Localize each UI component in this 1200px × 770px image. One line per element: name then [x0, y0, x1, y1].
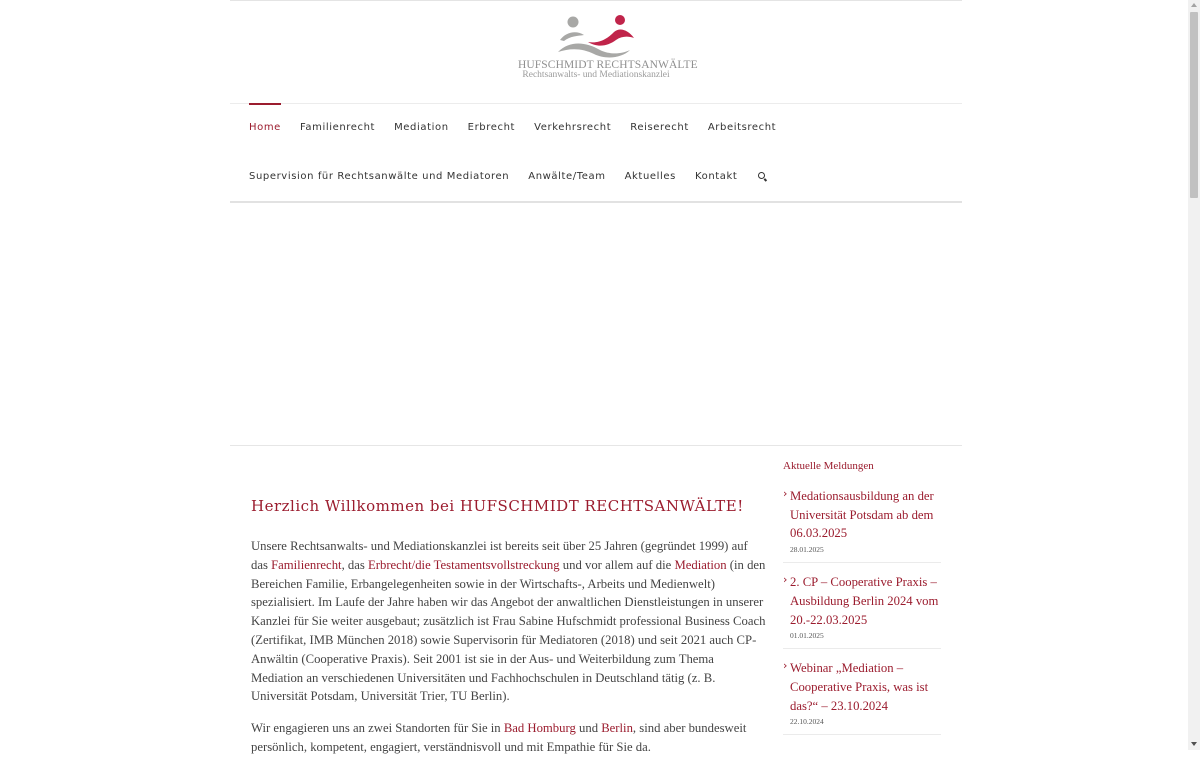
sidebar-heading: Aktuelle Meldungen: [783, 460, 874, 472]
nav-item-familienrecht[interactable]: Familienrecht: [299, 122, 376, 133]
nav-item-home[interactable]: Home: [249, 122, 281, 133]
nav-item-aktuelles[interactable]: Aktuelles: [624, 171, 676, 182]
news-date: 22.10.2024: [790, 717, 824, 727]
news-sidebar: [783, 460, 941, 745]
link-erbrecht[interactable]: Erbrecht/die Testamentsvollstreckung: [368, 557, 560, 572]
scroll-thumb[interactable]: [1190, 12, 1198, 198]
logo-subtitle: Rechtsanwalts- und Mediationskanzlei: [522, 70, 670, 80]
logo-title: HUFSCHMIDT RECHTSANWÄLTE: [518, 59, 698, 71]
main-nav-row-1: [249, 122, 795, 133]
link-mediation[interactable]: Mediation: [674, 557, 727, 572]
main-content: [251, 497, 766, 770]
nav-item-reiserecht[interactable]: Reiserecht: [630, 122, 689, 133]
nav-item-supervision[interactable]: Supervision für Rechtsanwälte und Mediatoren: [249, 171, 510, 182]
site-logo[interactable]: [518, 14, 698, 90]
intro-paragraph: [251, 537, 766, 706]
news-item: [783, 659, 941, 735]
nav-item-arbeitsrecht[interactable]: Arbeitsrecht: [707, 122, 777, 133]
slider-area-divider: [230, 445, 962, 446]
news-item: [783, 487, 941, 563]
intro-text-3: und vor allem auf die: [559, 557, 675, 572]
news-link[interactable]: 2. CP – Cooperative Praxis – Ausbildung Berlin 2024 vom 20.-22.03.2025: [790, 575, 939, 627]
nav-top-divider: [230, 103, 962, 104]
top-divider: [230, 0, 962, 1]
page-container: [230, 0, 962, 754]
chevron-right-icon: ›: [783, 659, 788, 673]
search-icon[interactable]: [758, 172, 767, 181]
nav-item-erbrecht[interactable]: Erbrecht: [467, 122, 516, 133]
main-nav-row-2: [249, 171, 767, 182]
nav-item-verkehrsrecht[interactable]: Verkehrsrecht: [534, 122, 612, 133]
locations-text-2: und: [575, 721, 602, 736]
chevron-right-icon: ›: [783, 573, 788, 587]
scroll-down-arrow-icon[interactable]: [1191, 742, 1197, 746]
news-link[interactable]: Medationsausbildung an der Universität Potsdam ab dem 06.03.2025: [790, 489, 934, 541]
vertical-scrollbar[interactable]: [1188, 0, 1200, 750]
link-berlin[interactable]: Berlin: [601, 721, 633, 736]
scroll-up-arrow-icon[interactable]: [1191, 3, 1197, 7]
link-bad-homburg[interactable]: Bad Homburg: [503, 721, 576, 736]
logo-figures-icon: [556, 14, 636, 58]
intro-text-4: (in den Bereichen Familie, Erbangelegenheiten sowie in der Wirtschafts-, Arbeits und Medienwelt) spezialisiert. Im Laufe der Jahre haben wir das Angebot der anwaltlichen Dienstleistungen in unserer Kanzlei für Sie weiter ausgebaut; zusätzlich ist Frau Sabine Hufschmidt professional Business Coach (Zertifikat, IMB München 2018) sowie Supervisorin für Mediatoren (2018) und seit 2021 auch CP-Anwältin (Cooperative Praxis). Seit 2001 ist sie in der Aus- und Weiterbildung zum Thema Mediation an verschiedenen Universitäten und Fachhochschulen in Deutschland tätig (z. B. Universität Potsdam, Universität Trier, TU Berlin).: [251, 557, 766, 704]
nav-item-mediation[interactable]: Mediation: [394, 122, 449, 133]
locations-paragraph: [251, 719, 766, 757]
news-link[interactable]: Webinar „Mediation – Cooperative Praxis, was ist das?“ – 23.10.2024: [790, 661, 929, 713]
page-title: Herzlich Willkommen bei HUFSCHMIDT RECHTSANWÄLTE!: [251, 497, 744, 515]
nav-item-anwaelte-team[interactable]: Anwälte/Team: [528, 171, 606, 182]
intro-text-2: , das: [341, 557, 368, 572]
news-date: 01.01.2025: [790, 631, 824, 641]
intro-text-1: Unsere Rechtsanwalts- und Mediationskanzlei ist bereits seit über 25 Jahren (gegründet 1999) auf das: [251, 539, 748, 572]
news-item: [783, 573, 941, 649]
locations-text-3: , sind aber bundesweit persönlich, kompetent, engagiert, verständnisvoll und mit Empathie für Sie da.: [251, 721, 747, 754]
chevron-right-icon: ›: [783, 487, 788, 500]
locations-text-1: Wir engagieren uns an zwei Standorten für Sie in: [251, 721, 504, 736]
nav-item-kontakt[interactable]: Kontakt: [694, 171, 738, 182]
link-familienrecht[interactable]: Familienrecht: [271, 557, 342, 572]
header-divider: [230, 201, 962, 203]
news-date: 28.01.2025: [790, 545, 824, 555]
